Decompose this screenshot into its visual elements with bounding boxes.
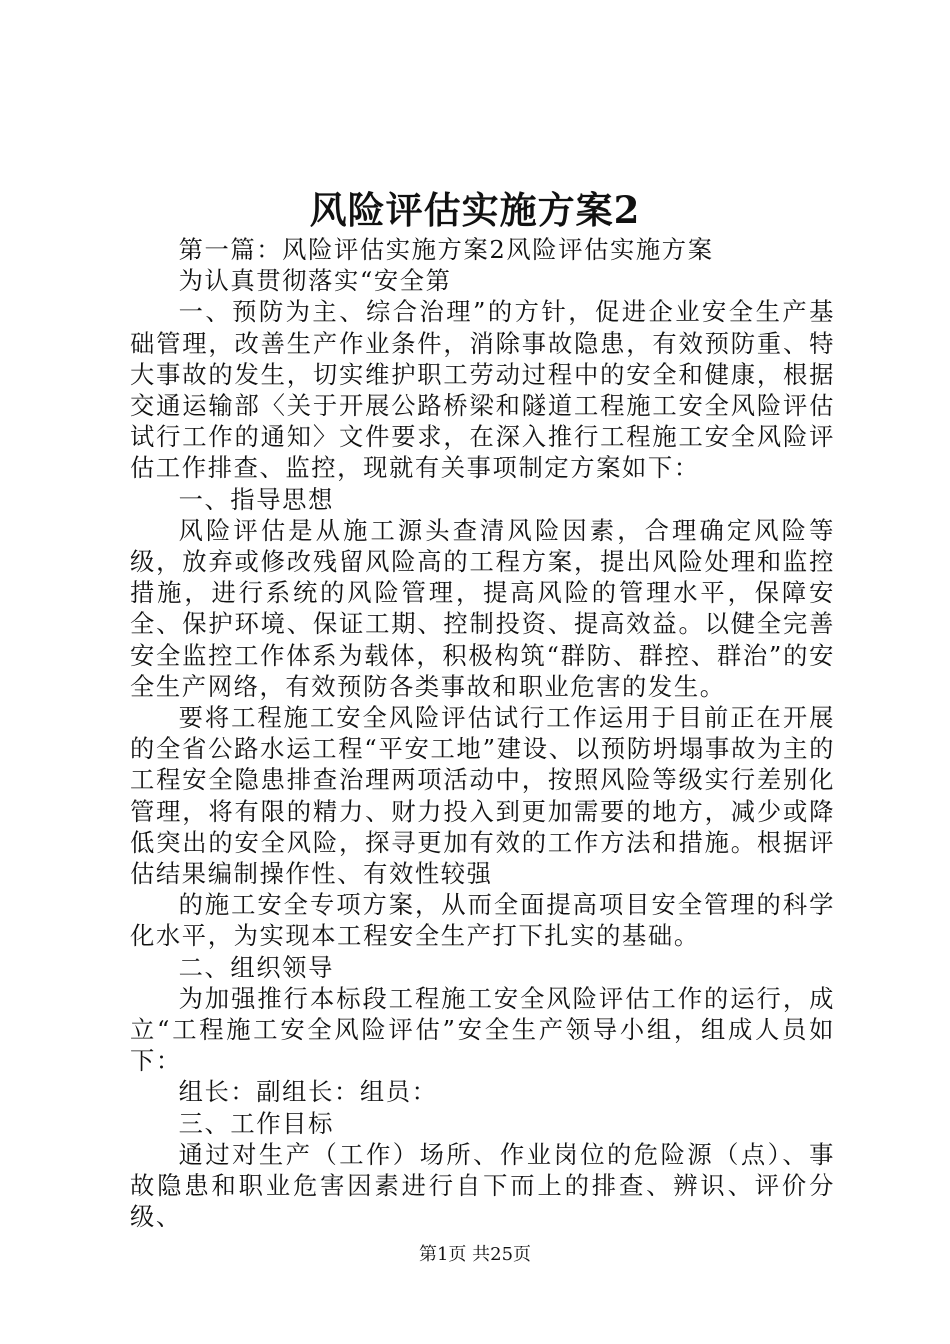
paragraph: 为认真贯彻落实“安全第 [178, 266, 452, 296]
paragraph: 第一篇：风险评估实施方案2风险评估实施方案 [178, 235, 714, 264]
paragraph: 风险评估是从施工源头查清风险因素，合理确定风险等级，放弃或修改残留风险高的工程方案，提出风险处理和监控措施，进行系统的风险管理，提高风险的管理水平，保障安全、保护环境、保证工期、控制投资、提高效益。以健全完善安全监控工作体系为载体，积极构筑“群防、群控、群治”的安全生产网络，有效预防各类事故和职业危害的发生。 [130, 515, 835, 701]
document-title: 风险评估实施方案2 [309, 188, 641, 232]
paragraph: 一、预防为主、综合治理”的方针，促进企业安全生产基础管理，改善生产作业条件，消除事故隐患，有效预防重、特大事故的发生，切实维护职工劳动过程中的安全和健康，根据交通运输部〈关于开展公路桥梁和隧道工程施工安全风险评估试行工作的通知〉文件要求，在深入推行工程施工安全风险评估工作排查、监控，现就有关事项制定方案如下： [130, 297, 835, 483]
page-number-footer: 第1页 共25页 [418, 1244, 532, 1265]
section-heading: 二、组织领导 [178, 952, 334, 982]
document-body [130, 234, 835, 1233]
paragraph: 的施工安全专项方案，从而全面提高项目安全管理的科学化水平，为实现本工程安全生产打下扎实的基础。 [130, 890, 835, 951]
section-heading: 一、指导思想 [178, 484, 334, 514]
paragraph: 为加强推行本标段工程施工安全风险评估工作的运行，成立“工程施工安全风险评估”安全生产领导小组，组成人员如下： [130, 983, 835, 1076]
paragraph: 组长：副组长：组员： [178, 1077, 438, 1107]
paragraph: 要将工程施工安全风险评估试行工作运用于目前正在开展的全省公路水运工程“平安工地”建设、以预防坍塌事故为主的工程安全隐患排查治理两项活动中，按照风险等级实行差别化管理，将有限的精力、财力投入到更加需要的地方，减少或降低突出的安全风险，探寻更加有效的工作方法和措施。根据评估结果编制操作性、有效性较强 [130, 703, 835, 889]
paragraph: 通过对生产（工作）场所、作业岗位的危险源（点）、事故隐患和职业危害因素进行自下而上的排查、辨识、评价分级、 [130, 1139, 835, 1232]
section-heading: 三、工作目标 [178, 1108, 334, 1138]
